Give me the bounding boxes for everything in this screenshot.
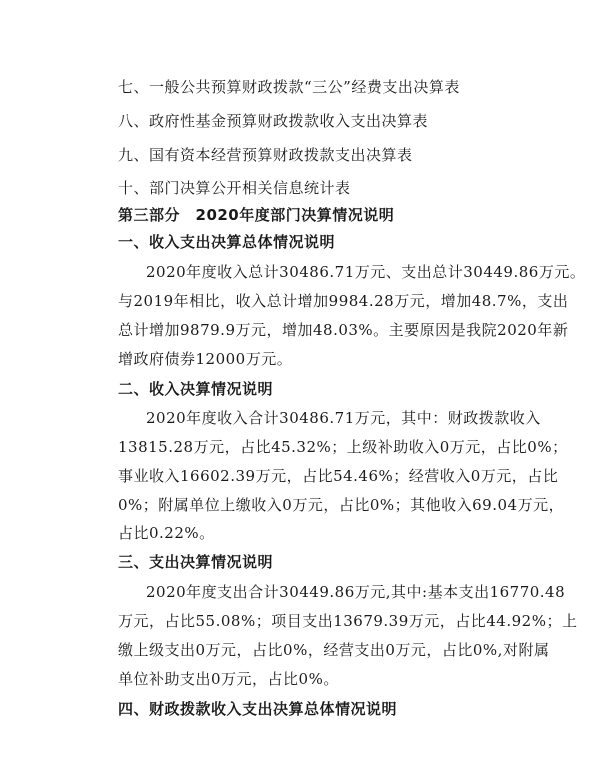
list-item-8: 八、政府性基金预算财政拨款收入支出决算表 bbox=[118, 112, 429, 130]
section1-heading: 一、收入支出决算总体情况说明 bbox=[118, 233, 336, 251]
section1-line-1: 2020年度收入总计30486.71万元、支出总计30449.86万元。 bbox=[146, 263, 586, 281]
section2-line-5: 占比0.22%。 bbox=[118, 524, 215, 542]
section2-line-3: 事业收入16602.39万元，占比54.46%；经营收入0万元，占比 bbox=[118, 467, 559, 485]
section2-line-4: 0%；附属单位上缴收入0万元，占比0%；其他收入69.04万元， bbox=[118, 496, 565, 514]
part3-heading: 第三部分 2020年度部门决算情况说明 bbox=[118, 206, 395, 224]
section3-line-2: 万元，占比55.08%；项目支出13679.39万元，占比44.92%；上 bbox=[118, 612, 578, 630]
section4-heading: 四、财政拨款收入支出决算总体情况说明 bbox=[118, 700, 398, 718]
list-item-10: 十、部门决算公开相关信息统计表 bbox=[118, 179, 351, 197]
section2-heading: 二、收入决算情况说明 bbox=[118, 380, 274, 398]
section3-heading: 三、支出决算情况说明 bbox=[118, 553, 274, 571]
list-item-9: 九、国有资本经营预算财政拨款支出决算表 bbox=[118, 146, 413, 164]
list-item-7: 七、一般公共预算财政拨款“三公”经费支出决算表 bbox=[118, 78, 460, 96]
section2-line-1: 2020年度收入合计30486.71万元，其中：财政拨款收入 bbox=[146, 409, 541, 427]
section2-line-2: 13815.28万元，占比45.32%；上级补助收入0万元，占比0%； bbox=[118, 438, 568, 456]
section3-line-4: 单位补助支出0万元，占比0%。 bbox=[118, 670, 339, 688]
section1-line-3: 总计增加9879.9万元，增加48.03%。主要原因是我院2020年新 bbox=[118, 321, 569, 339]
section1-line-2: 与2019年相比，收入总计增加9984.28万元，增加48.7%，支出 bbox=[118, 292, 569, 310]
section3-line-1: 2020年度支出合计30449.86万元,其中:基本支出16770.48 bbox=[146, 583, 566, 601]
section1-line-4: 增政府债券12000万元。 bbox=[118, 350, 293, 368]
section3-line-3: 缴上级支出0万元，占比0%，经营支出0万元，占比0%,对附属 bbox=[118, 641, 550, 659]
